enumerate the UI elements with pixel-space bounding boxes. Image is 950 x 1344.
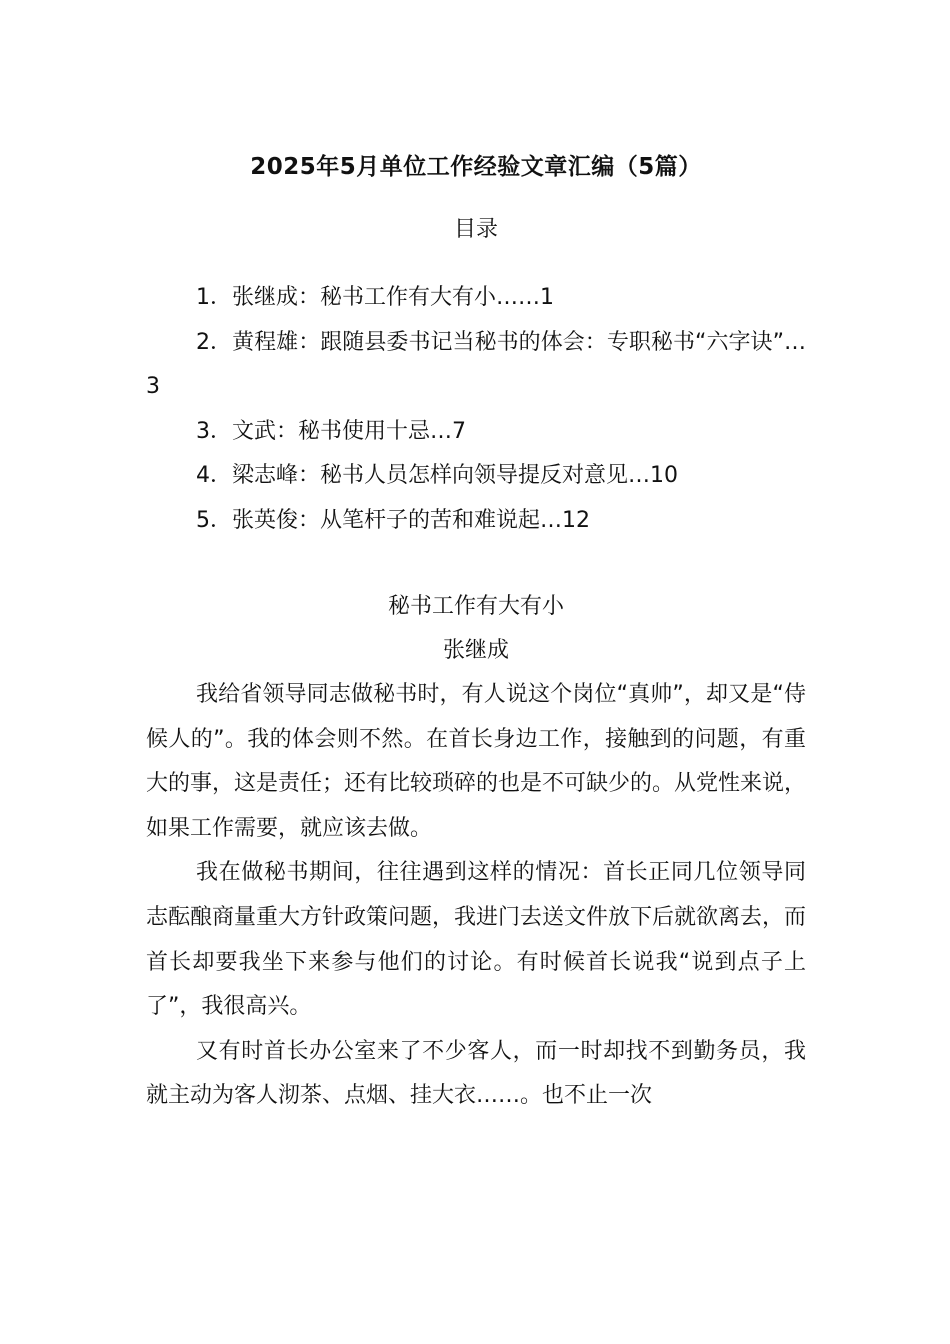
toc-item: 1．张继成：秘书工作有大有小……1 [196,285,554,310]
table-of-contents [146,276,806,543]
document-title: 2025年5月单位工作经验文章汇编（5篇） [250,154,702,180]
document-content [146,140,806,1119]
article-title: 秘书工作有大有小 [387,594,564,619]
article-paragraph: 我给省领导同志做秘书时，有人说这个岗位“真帅”，却又是“侍候人的”。我的体会则不然。在首长身边工作，接触到的问题，有重大的事，这是责任；还有比较琐碎的也是不可缺少的。从党性来说，如果工作需要，就应该去做。 [146,682,807,841]
toc-item: 4．梁志峰：秘书人员怎样向领导提反对意见…10 [196,463,678,488]
toc-item: 2．黄程雄：跟随县委书记当秘书的体会：专职秘书“六字诀”…3 [146,329,806,399]
article-paragraph: 又有时首长办公室来了不少客人，而一时却找不到勤务员，我就主动为客人沏茶、点烟、挂大衣……。也不止一次 [146,1038,806,1109]
article-author: 张继成 [442,638,509,663]
article-paragraph: 我在做秘书期间，往往遇到这样的情况：首长正同几位领导同志酝酿商量重大方针政策问题，我进门去送文件放下后就欲离去，而首长却要我坐下来参与他们的讨论。有时候首长说我“说到点子上了”，我很高兴。 [146,860,807,1020]
toc-item: 5．张英俊：从笔杆子的苦和难说起…12 [196,507,590,533]
toc-item: 3．文武：秘书使用十忌…7 [196,418,466,444]
toc-heading: 目录 [453,217,498,242]
